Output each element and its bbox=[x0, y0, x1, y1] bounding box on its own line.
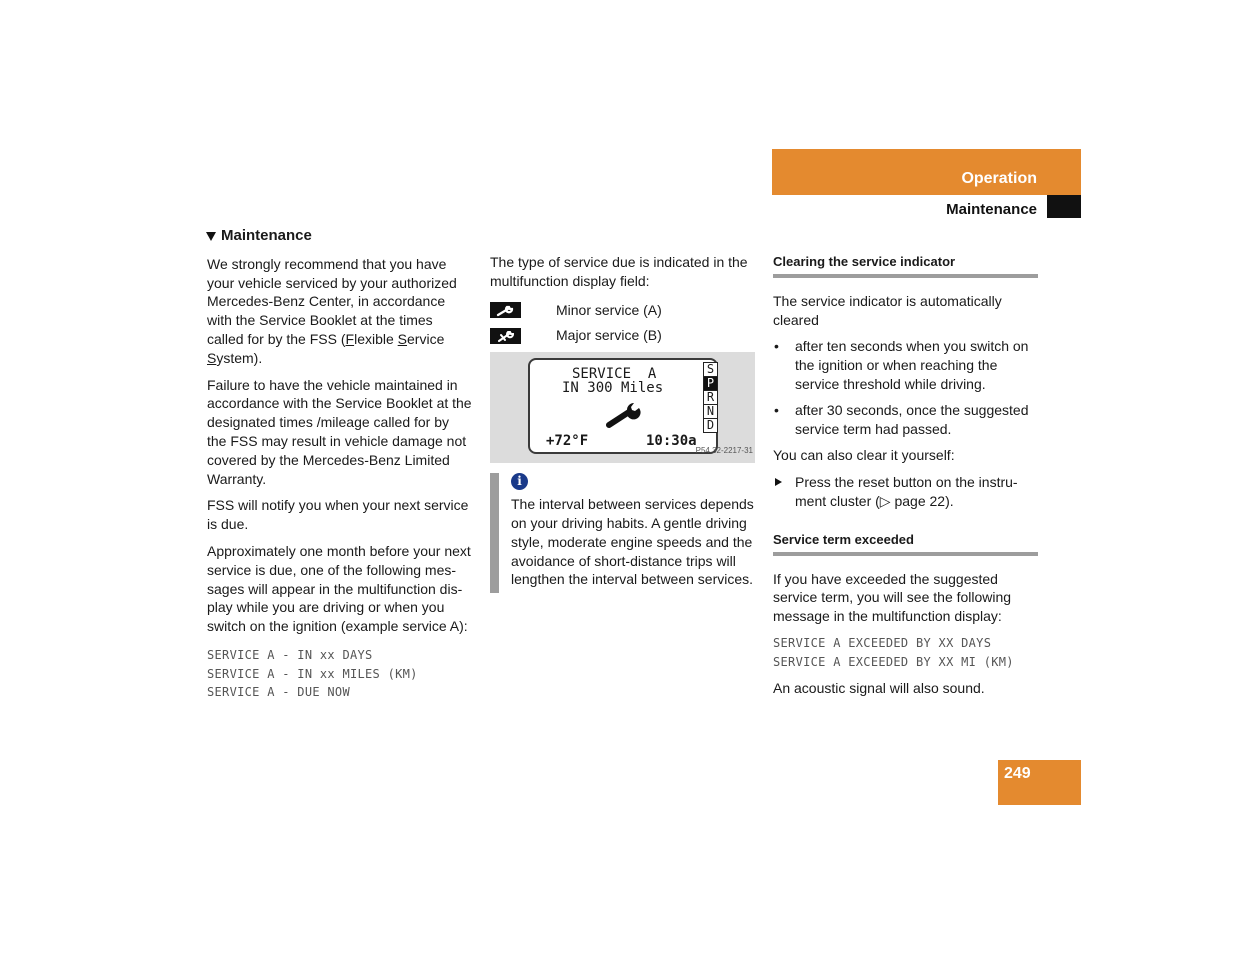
major-service-label: Major service (B) bbox=[556, 327, 662, 344]
major-service-wrench-icon bbox=[490, 328, 521, 344]
paragraph-clear-yourself: You can also clear it yourself: bbox=[773, 447, 955, 464]
symbol-row-major bbox=[490, 326, 756, 345]
message-list bbox=[207, 646, 472, 702]
page-number: 249 bbox=[1004, 765, 1031, 782]
info-icon: i bbox=[511, 473, 528, 490]
column-left bbox=[207, 227, 472, 702]
display-line-2: IN 300 Miles bbox=[562, 380, 664, 397]
gear-n: N bbox=[703, 405, 718, 419]
paragraph-acoustic: An acoustic signal will also sound. bbox=[773, 680, 985, 697]
gear-r: R bbox=[703, 391, 718, 405]
page-number-tab bbox=[998, 760, 1081, 805]
heading-clearing-indicator: Clearing the service indicator bbox=[773, 253, 1038, 278]
gear-indicator bbox=[703, 362, 718, 433]
maintenance-heading bbox=[206, 227, 472, 246]
paragraph-messages-intro: Approximately one month before your next service is due, one of the following mes-sages will appear in the multifunction dis-play while you are driving or when you switch on the ignition (example service A): bbox=[207, 542, 471, 635]
paragraph-warranty: Failure to have the vehicle maintained in accordance with the Service Booklet at the designated times /mileage called for by the FSS may result in vehicle damage not covered by the Mercedes-Benz Limited Warranty. bbox=[207, 376, 472, 487]
instruction-step: Press the reset button on the instru-ment cluster (▷ page 22). bbox=[773, 473, 1038, 511]
figure-code: P54.32-2217-31 bbox=[695, 446, 753, 456]
info-text: The interval between services depends on your driving habits. A gentle driving style, moderate engine speeds and the avoidance of short-distance trips will lengthen the interval between services. bbox=[511, 496, 754, 588]
section-title: Operation bbox=[961, 170, 1037, 187]
list-item: • after 30 seconds, once the suggested service term had passed. bbox=[773, 401, 1038, 439]
message-item: SERVICE A EXCEEDED BY XX MI (KM) bbox=[773, 654, 1014, 669]
clearing-conditions-list bbox=[773, 337, 1038, 438]
display-screen bbox=[528, 358, 718, 454]
paragraph-auto-cleared: The service indicator is automatically cleared bbox=[773, 292, 1002, 328]
column-middle bbox=[490, 253, 756, 597]
gear-p: P bbox=[703, 377, 718, 391]
minor-service-label: Minor service (A) bbox=[556, 301, 662, 318]
triangle-down-icon bbox=[206, 232, 216, 241]
section-tab bbox=[772, 149, 1081, 195]
gear-s: S bbox=[703, 362, 718, 377]
heading-term-exceeded: Service term exceeded bbox=[773, 531, 1038, 556]
message-item: SERVICE A - IN xx MILES (KM) bbox=[207, 666, 418, 681]
minor-service-wrench-icon bbox=[490, 302, 521, 318]
display-temperature: +72°F bbox=[546, 433, 589, 450]
display-clock: 10:30a bbox=[646, 433, 697, 450]
info-bar bbox=[490, 473, 499, 593]
paragraph-service-type: The type of service due is indicated in the multifunction display field: bbox=[490, 254, 748, 289]
message-item: SERVICE A - DUE NOW bbox=[207, 685, 350, 700]
message-item: SERVICE A EXCEEDED BY XX DAYS bbox=[773, 635, 992, 650]
multifunction-display-figure bbox=[490, 352, 755, 463]
paragraph-recommendation: We strongly recommend that you have your vehicle serviced by your authorized Mercedes-Benz Center, in accordance with the Service Booklet at the times called for by the FSS (Flexible Service System). bbox=[207, 255, 457, 366]
service-wrench-icon bbox=[605, 402, 645, 428]
heading-text: Maintenance bbox=[221, 227, 312, 244]
exceeded-message-list bbox=[773, 634, 1038, 671]
column-right bbox=[773, 253, 1038, 706]
paragraph-exceeded: If you have exceeded the suggested service term, you will see the following message in the multifunction display: bbox=[773, 570, 1012, 625]
subsection-title: Maintenance bbox=[946, 201, 1037, 218]
paragraph-notify: FSS will notify you when your next service is due. bbox=[207, 497, 469, 533]
info-note bbox=[490, 473, 756, 589]
list-item: • after ten seconds when you switch on the ignition or when reaching the service threshold while driving. bbox=[773, 337, 1038, 393]
symbol-row-minor bbox=[490, 301, 756, 320]
subsection-marker bbox=[1047, 195, 1081, 218]
gear-d: D bbox=[703, 419, 718, 433]
message-item: SERVICE A - IN xx DAYS bbox=[207, 647, 373, 662]
display-line-1: SERVICE A bbox=[572, 366, 657, 383]
